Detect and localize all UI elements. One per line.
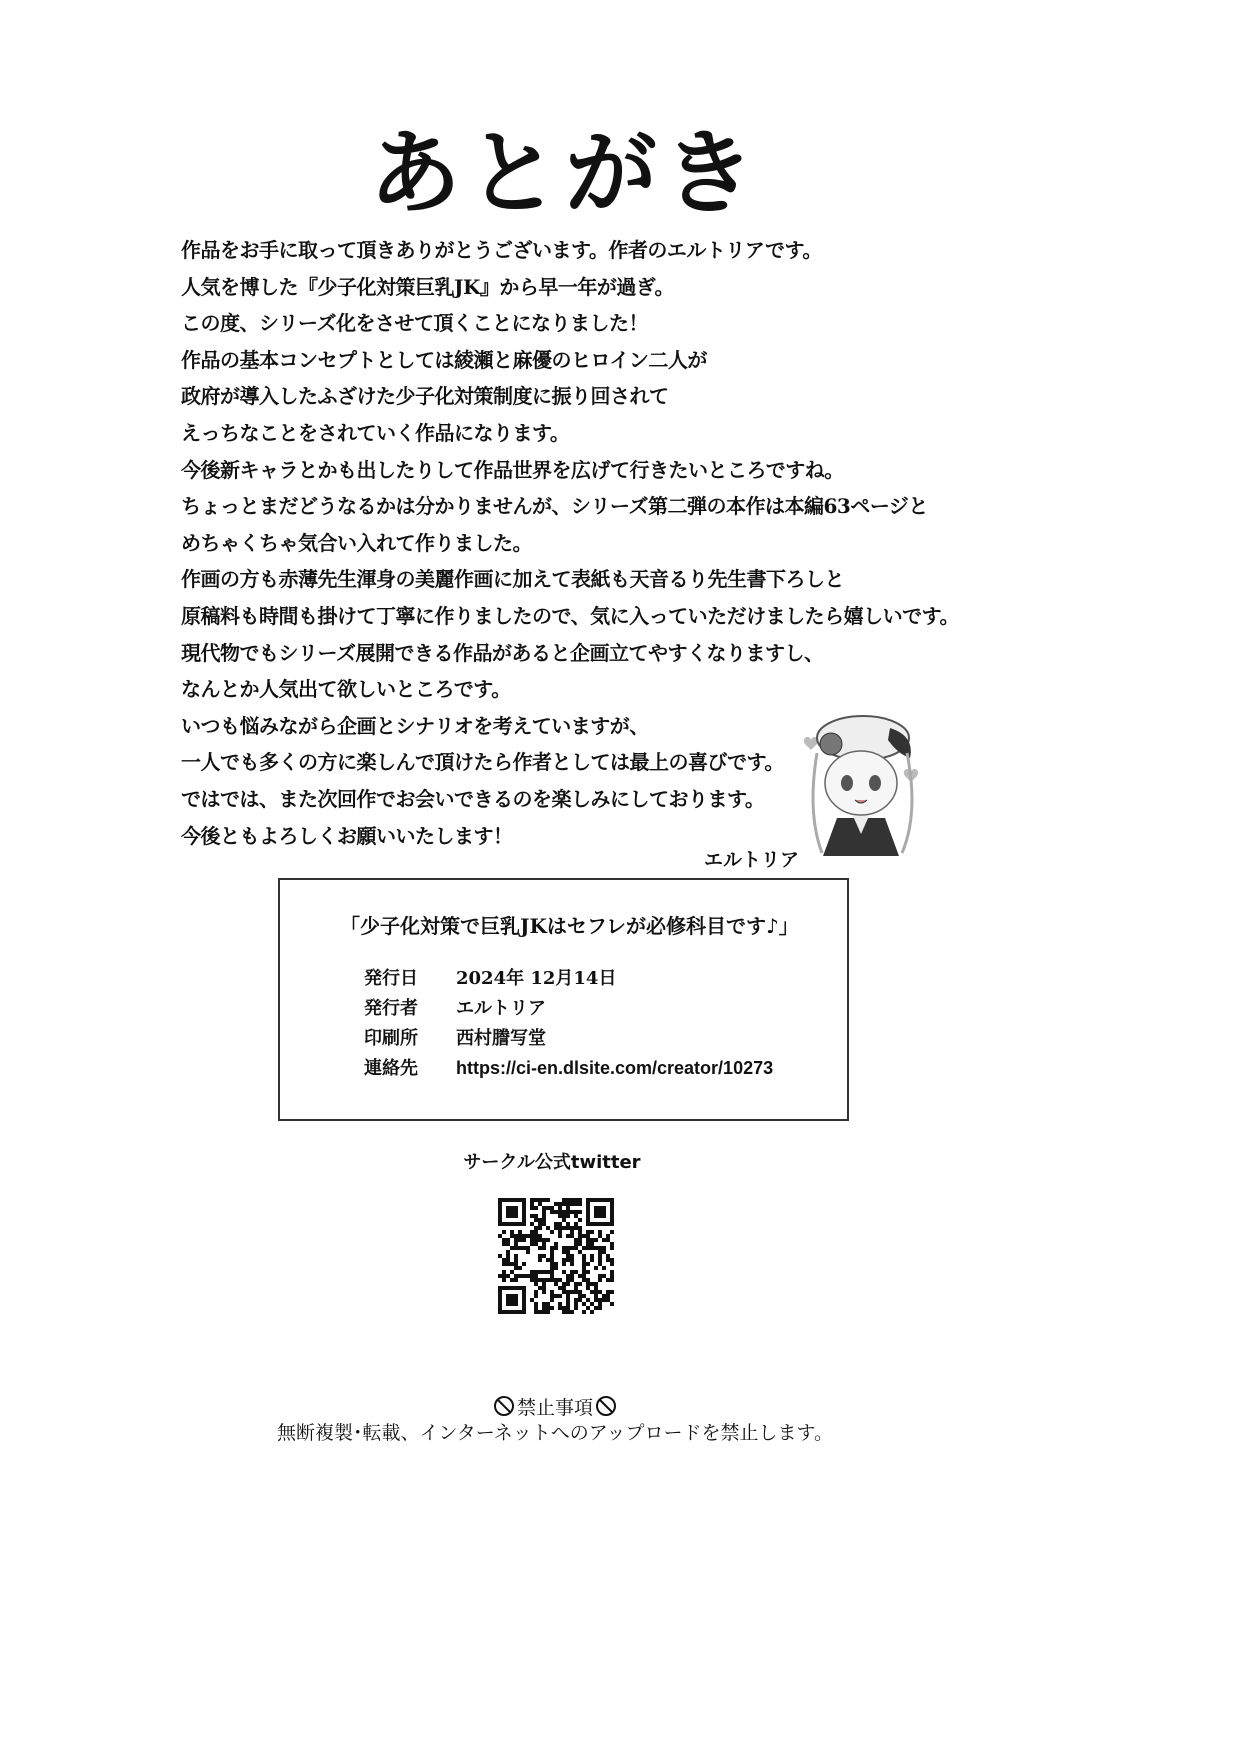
body-line: めちゃくちゃ気合い入れて作りました。	[181, 530, 532, 555]
prohibited-icon	[494, 1396, 514, 1416]
page-title: あとがき	[368, 119, 761, 227]
body-line: 作品の基本コンセプトとしては綾瀬と麻優のヒロイン二人が	[181, 347, 707, 372]
colophon-label: 印刷所	[364, 1028, 418, 1049]
body-line: 現代物でもシリーズ展開できる作品があると企画立てやすくなりますし、	[181, 640, 824, 665]
body-line: ではでは、また次回作でお会いできるのを楽しみにしております。	[181, 786, 765, 811]
prohibition-text: 無断複製･転載、インターネットへのアップロードを禁止します。	[277, 1422, 833, 1444]
body-line: 人気を博した『少子化対策巨乳JK』から早一年が過ぎ。	[181, 274, 675, 299]
body-line: えっちなことをされていく作品になります。	[181, 420, 570, 445]
body-line: 作品をお手に取って頂きありがとうございます。作者のエルトリアです。	[181, 238, 822, 262]
colophon-label: 発行者	[364, 998, 418, 1019]
body-line: ちょっとまだどうなるかは分かりませんが、シリーズ第二弾の本作は本編63ページと	[181, 494, 928, 519]
prohibition-heading	[0, 1393, 1110, 1420]
colophon-row-contact	[364, 1054, 773, 1080]
body-line: 今後新キャラとかも出したりして作品世界を広げて行きたいところですね。	[181, 457, 844, 482]
colophon-value: 2024年 12月14日	[456, 968, 617, 989]
chibi-character-illustration	[795, 708, 925, 863]
body-line: なんとか人気出て欲しいところです。	[181, 677, 511, 702]
colophon-row-date	[364, 964, 616, 990]
prohibited-icon	[596, 1396, 616, 1416]
colophon-row-printer	[364, 1024, 546, 1050]
body-line: 今後ともよろしくお願いいたします！	[181, 823, 513, 848]
author-signature: エルトリア	[704, 849, 800, 871]
colophon-value: 西村謄写堂	[456, 1028, 546, 1048]
colophon-row-publisher	[364, 994, 546, 1020]
body-line: 原稿料も時間も掛けて丁寧に作りましたので、気に入っていただけましたら嬉しいです。	[181, 603, 959, 628]
body-line: 作画の方も赤薄先生渾身の美麗作画に加えて表紙も天音るり先生書下ろしと	[181, 567, 844, 592]
colophon-box	[278, 878, 849, 1121]
twitter-label: サークル公式twitter	[463, 1152, 641, 1173]
qr-code[interactable]	[498, 1198, 614, 1314]
colophon-value: エルトリア	[456, 998, 546, 1018]
colophon-label: 連絡先	[364, 1058, 418, 1079]
body-line: いつも悩みながら企画とシナリオを考えていますが、	[181, 713, 649, 738]
colophon-label: 発行日	[364, 968, 418, 989]
work-title: 「少子化対策で巨乳JKはセフレが必修科目です♪」	[340, 914, 799, 938]
contact-link[interactable]: https://ci-en.dlsite.com/creator/10273	[456, 1058, 774, 1078]
body-line: 政府が導入したふざけた少子化対策制度に振り回されて	[181, 384, 669, 409]
prohibition-heading-text: 禁止事項	[516, 1397, 593, 1419]
body-line: 一人でも多くの方に楽しんで頂けたら作者としては最上の喜びです。	[181, 750, 784, 775]
body-line: この度、シリーズ化をさせて頂くことになりました！	[181, 311, 648, 336]
